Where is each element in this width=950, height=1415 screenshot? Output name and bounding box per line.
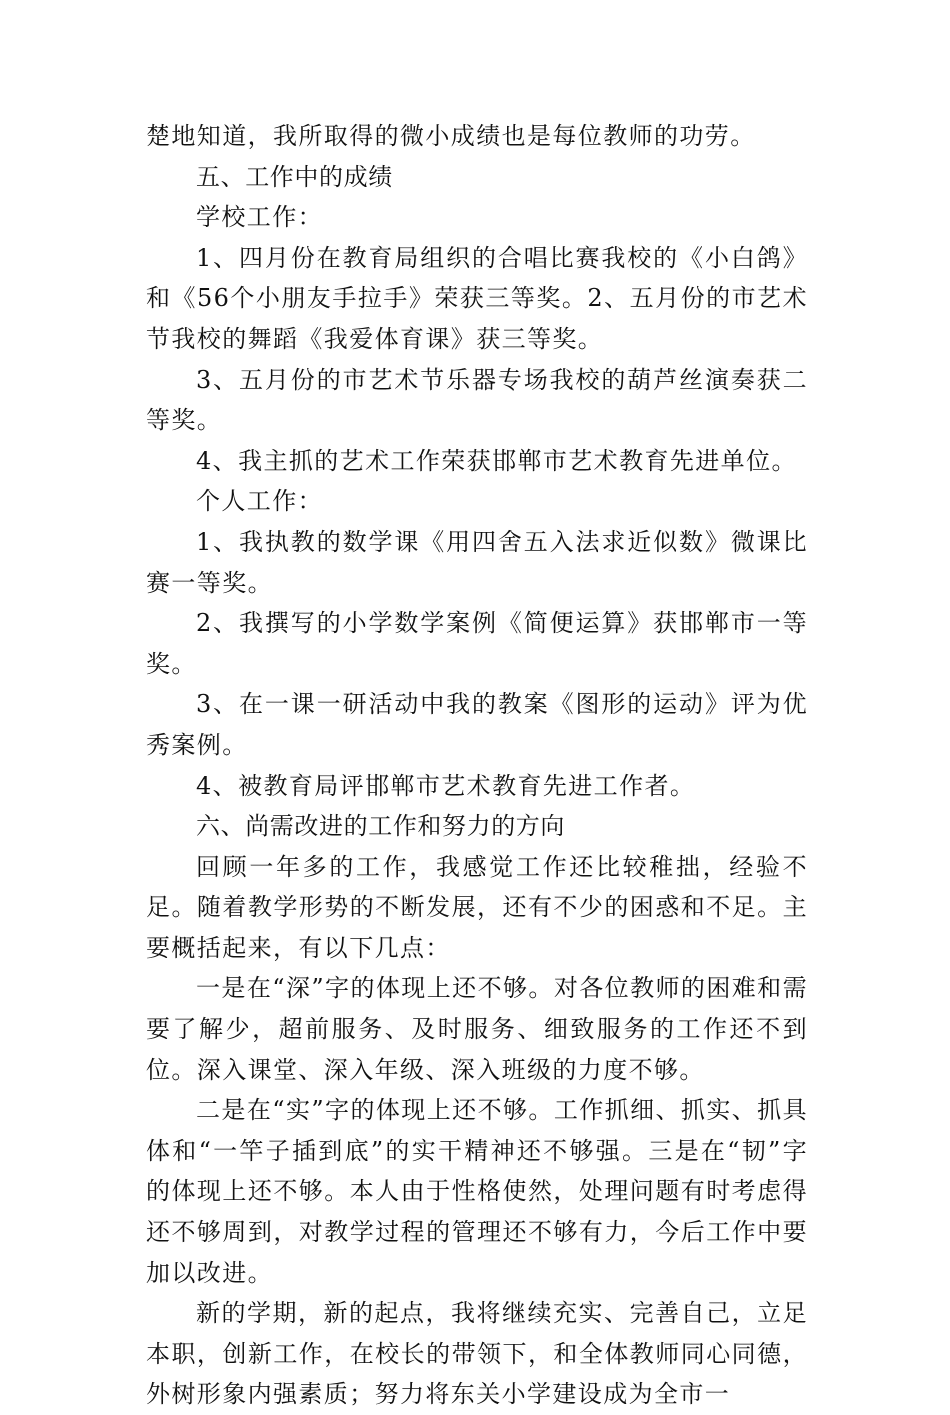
personal-achievement-3: 3、在一课一研活动中我的教案《图形的运动》评为优秀案例。 xyxy=(146,690,808,759)
personal-achievement-4: 4、被教育局评邯郸市艺术教育先进工作者。 xyxy=(196,771,696,800)
paragraph-review: 回顾一年多的工作，我感觉工作还比较稚拙，经验不足。随着教学形势的不断发展，还有不少的困惑和不足。主要概括起来，有以下几点： xyxy=(146,852,808,962)
subheading-school-work: 学校工作： xyxy=(196,203,323,232)
section-heading-improvements: 六、尚需改进的工作和努力的方向 xyxy=(196,812,565,841)
paragraph-point-depth: 一是在“深”字的体现上还不够。对各位教师的困难和需要了解少，超前服务、及时服务、细致服务的工作还不到位。深入课堂、深入年级、深入班级的力度不够。 xyxy=(146,974,808,1084)
paragraph-point-practical: 二是在“实”字的体现上还不够。工作抓细、抓实、抓具体和“一竿子插到底”的实干精神还不够强。三是在“韧”字的体现上还不够。本人由于性格使然，处理问题有时考虑得还不够周到，对教学过程的管理还不够有力，今后工作中要加以改进。 xyxy=(146,1096,808,1287)
paragraph-new-semester: 新的学期，新的起点，我将继续充实、完善自己，立足本职，创新工作，在校长的带领下，和全体教师同心同德，外树形象内强素质；努力将东关小学建设成为全市一 xyxy=(146,1299,808,1409)
personal-achievement-1: 1、我执教的数学课《用四舍五入法求近似数》微课比赛一等奖。 xyxy=(146,527,808,597)
school-achievement-1-2: 1、四月份在教育局组织的合唱比赛我校的《小白鸽》和《56个小朋友手拉手》荣获三等奖。2、五月份的市艺术节我校的舞蹈《我爱体育课》获三等奖。 xyxy=(146,243,808,353)
school-achievement-3: 3、五月份的市艺术节乐器专场我校的葫芦丝演奏获二等奖。 xyxy=(146,365,808,435)
school-achievement-4: 4、我主抓的艺术工作荣获邯郸市艺术教育先进单位。 xyxy=(196,446,797,475)
subheading-personal-work: 个人工作： xyxy=(196,487,323,516)
personal-achievement-2: 2、我撰写的小学数学案例《简便运算》获邯郸市一等奖。 xyxy=(146,609,808,678)
section-heading-achievements: 五、工作中的成绩 xyxy=(196,162,393,191)
paragraph-continuation: 楚地知道，我所取得的微小成绩也是每位教师的功劳。 xyxy=(146,122,756,150)
document-body xyxy=(146,116,808,1415)
